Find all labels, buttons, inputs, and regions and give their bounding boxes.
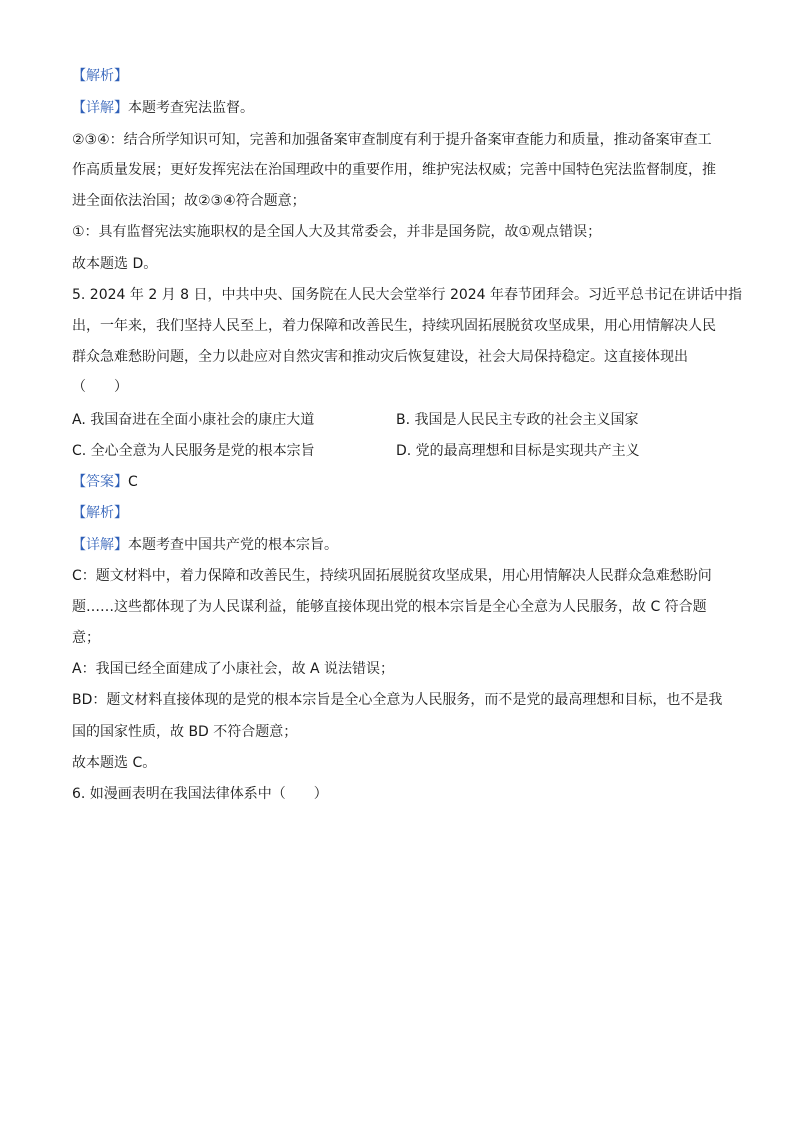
q5-paragraph-line: 意； [72, 630, 100, 646]
q4-paragraph-line: 进全面依法治国；故②③④符合题意； [72, 193, 306, 209]
q5-stem-line: 群众急难愁盼问题，全力以赴应对自然灾害和推动灾后恢复建设，社会大局保持稳定。这直接体现出 [72, 349, 688, 365]
q4-paragraph-line: 作高质量发展；更好发挥宪法在治国理政中的重要作用，维护宪法权威；完善中国特色宪法监督制度，推 [72, 162, 716, 178]
q5-detail-line: 【详解】本题考查中国共产党的根本宗旨。 [72, 537, 338, 553]
q4-paragraph-line: ②③④：结合所学知识可知，完善和加强备案审查制度有利于提升备案审查能力和质量，推动备案审查工 [72, 132, 712, 148]
q5-stem-line: 5. 2024 年 2 月 8 日，中共中央、国务院在人民大会堂举行 2024 年春节团拜会。习近平总书记在讲话中指 [72, 287, 743, 303]
q4-detail-line: 【详解】本题考查宪法监督。 [72, 100, 254, 116]
q5-answer-blank: （ ） [72, 379, 128, 395]
q6-stem: 6. 如漫画表明在我国法律体系中（ ） [72, 786, 328, 802]
q5-option-d: D. 党的最高理想和目标是实现共产主义 [396, 443, 640, 459]
q5-option-c: C. 全心全意为人民服务是党的根本宗旨 [72, 443, 315, 459]
q5-option-a: A. 我国奋进在全面小康社会的康庄大道 [72, 412, 315, 428]
q4-paragraph-line: ①：具有监督宪法实施职权的是全国人大及其常委会，并非是国务院，故①观点错误； [72, 224, 602, 240]
q5-paragraph-line: A：我国已经全面建成了小康社会，故 A 说法错误； [72, 661, 395, 677]
q5-analysis-heading: 【解析】 [72, 505, 128, 521]
q4-conclusion: 故本题选 D。 [72, 256, 158, 272]
q5-paragraph-line: 国的国家性质，故 BD 不符合题意； [72, 724, 298, 740]
q4-analysis-heading: 【解析】 [72, 68, 128, 84]
q5-paragraph-line: 题……这些都体现了为人民谋利益，能够直接体现出党的根本宗旨是全心全意为人民服务，故 C 符合题 [72, 599, 707, 615]
q5-answer-line: 【答案】C [72, 474, 138, 490]
q5-option-b: B. 我国是人民民主专政的社会主义国家 [396, 412, 639, 428]
q5-conclusion: 故本题选 C。 [72, 755, 157, 771]
q5-paragraph-line: C：题文材料中，着力保障和改善民生，持续巩固拓展脱贫攻坚成果，用心用情解决人民群众急难愁盼问 [72, 568, 712, 584]
q5-paragraph-line: BD：题文材料直接体现的是党的根本宗旨是全心全意为人民服务，而不是党的最高理想和目标，也不是我 [72, 692, 723, 708]
q5-stem-line: 出，一年来，我们坚持人民至上，着力保障和改善民生，持续巩固拓展脱贫攻坚成果，用心用情解决人民 [72, 318, 716, 334]
